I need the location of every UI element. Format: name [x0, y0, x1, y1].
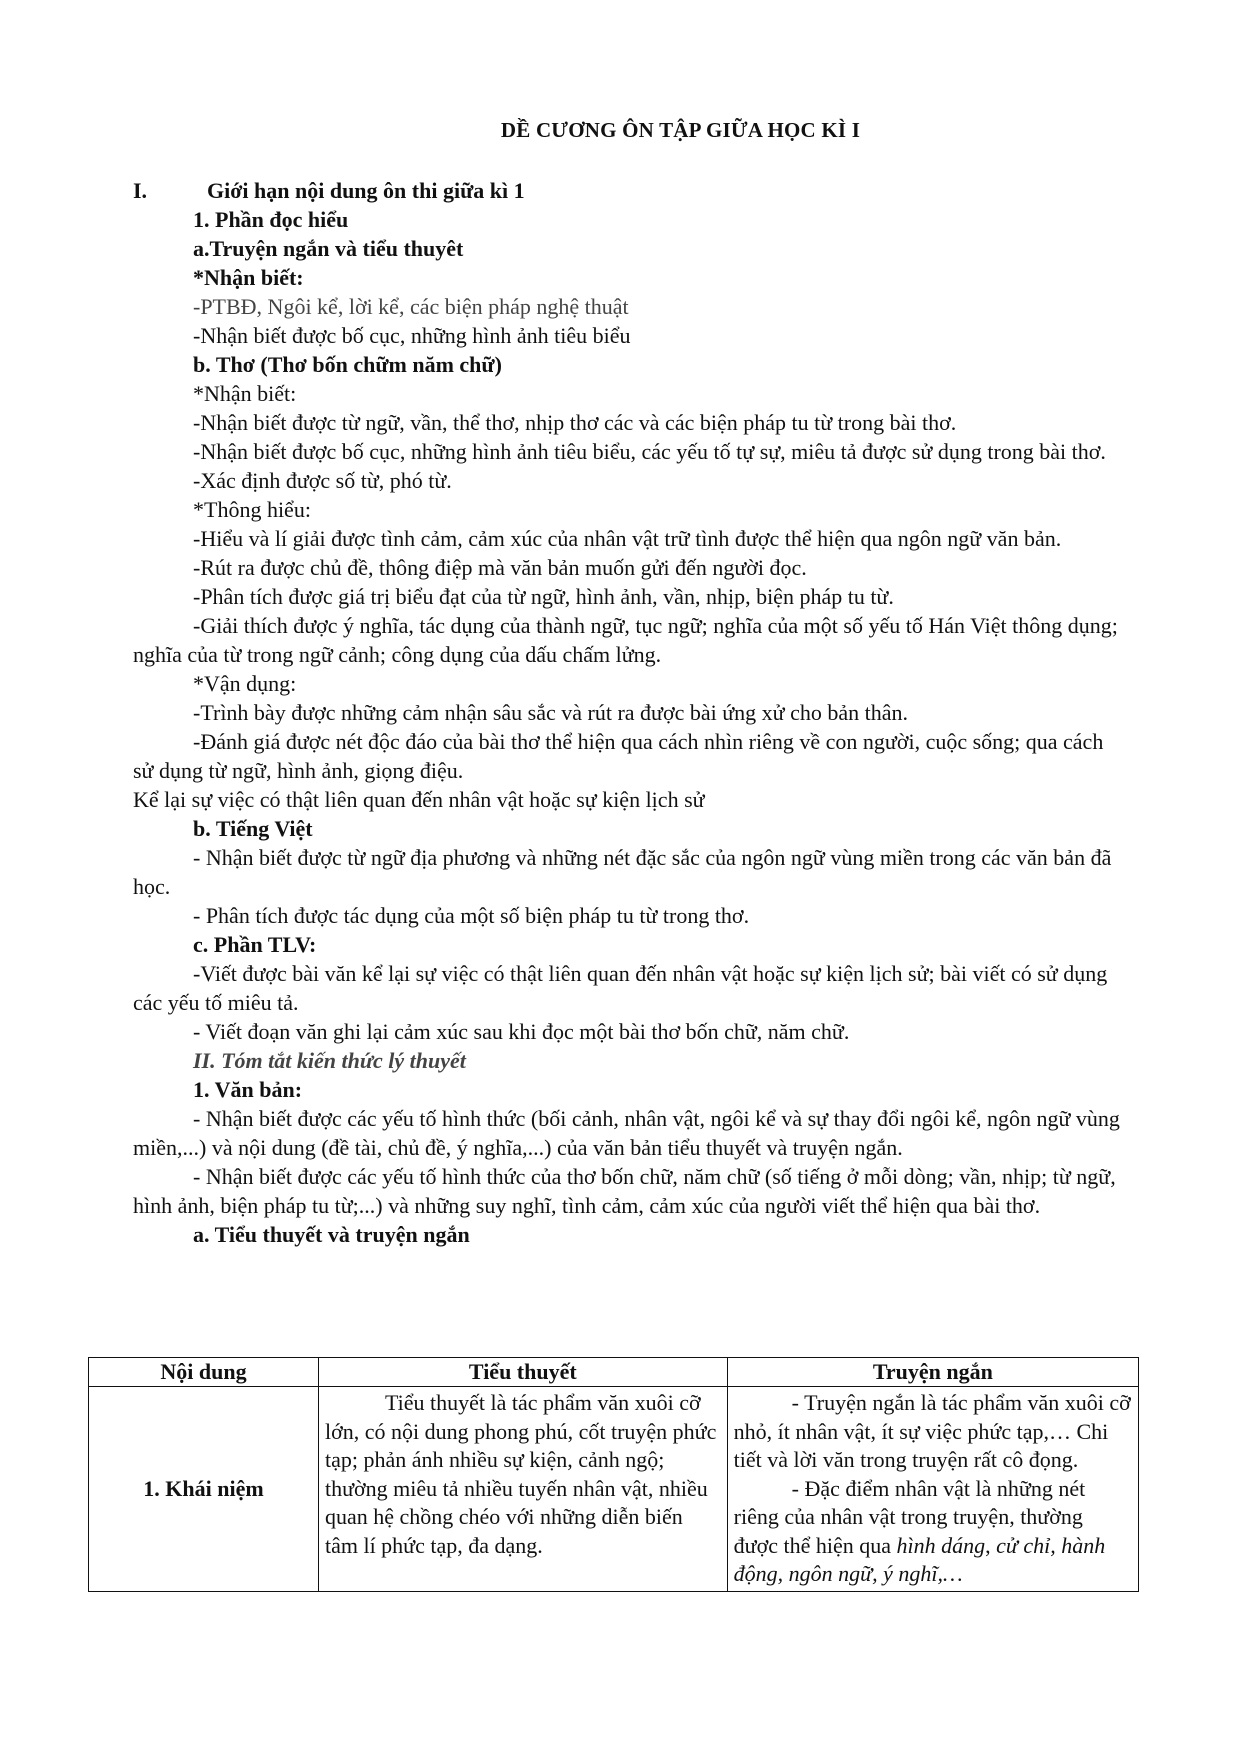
text-paragraph: -Nhận biết được bố cục, những hình ảnh tiêu biểu, các yếu tố tự sự, miêu tả được sử dụng trong bài thơ.	[193, 439, 1106, 464]
table-header-row	[89, 1358, 1139, 1387]
subheading: a. Tiểu thuyết và truyện ngắn	[193, 1222, 470, 1247]
table-cell	[727, 1387, 1138, 1592]
subheading: b. Tiếng Việt	[193, 816, 313, 841]
text-paragraph: - Nhận biết được các yếu tố hình thức (bối cảnh, nhân vật, ngôi kể và sự thay đổi ngôi kể, ngôn ngữ vùng miền,...) và nội dung (đề tài, chủ đề, ý nghĩa,...) của văn bản tiểu thuyết và truyện ngắn.	[133, 1106, 1120, 1160]
text-line: - Phân tích được tác dụng của một số biện pháp tu từ trong thơ.	[193, 903, 750, 928]
section-title: Giới hạn nội dung ôn thi giữa kì 1	[207, 178, 525, 203]
column-header: Tiểu thuyết	[318, 1358, 727, 1387]
text-line: -Phân tích được giá trị biểu đạt của từ ngữ, hình ảnh, vần, nhịp, biện pháp tu từ.	[193, 584, 894, 609]
table-cell	[318, 1387, 727, 1592]
document-title: DỀ CƯƠNG ÔN TẬP GIỮA HỌC KÌ I	[500, 118, 861, 142]
subheading: *Nhận biết:	[193, 265, 304, 290]
text-line: -Nhận biết được bố cục, những hình ảnh tiêu biểu	[193, 323, 631, 348]
table-row	[89, 1387, 1139, 1592]
text-paragraph: - Nhận biết được từ ngữ địa phương và những nét đặc sắc của ngôn ngữ vùng miền trong các văn bản đã học.	[133, 845, 1112, 899]
row-label: 1. Khái niệm	[89, 1387, 319, 1592]
text-line: *Nhận biết:	[193, 381, 297, 406]
subheading: c. Phần TLV:	[193, 932, 317, 957]
cell-text: Tiểu thuyết là tác phẩm văn xuôi cỡ lớn, có nội dung phong phú, cốt truyện phức tạp; phản ánh nhiều sự kiện, cảnh ngộ; thường miêu tả nhiều tuyến nhân vật, nhiều quan hệ chồng chéo với những diễn biến tâm lí phức tạp, đa dạng.	[324, 1390, 717, 1558]
text-paragraph: -Đánh giá được nét độc đáo của bài thơ thể hiện qua cách nhìn riêng về con người, cuộc sống; qua cách sử dụng từ ngữ, hình ảnh, giọng điệu.	[133, 729, 1104, 783]
subheading: 1. Văn bản:	[193, 1077, 303, 1102]
text-line: -Xác định được số từ, phó từ.	[193, 468, 452, 493]
cell-text-segment: cử chỉ, hành động, ngôn ngữ, ý nghĩ,…	[733, 1532, 1106, 1586]
column-header: Truyện ngắn	[727, 1358, 1138, 1387]
cell-text-segment: - Đặc điểm nhân vật là những nét riêng của nhân vật trong truyện, thường được thể hiện qua	[733, 1475, 1086, 1558]
text-paragraph: - Nhận biết được các yếu tố hình thức của thơ bốn chữ, năm chữ (số tiếng ở mỗi dòng; vần, nhịp; từ ngữ, hình ảnh, biện pháp tu từ;...) và những suy nghĩ, tình cảm, cảm xúc của người viết thể hiện qua bài thơ.	[133, 1164, 1116, 1218]
text-line: *Thông hiểu:	[193, 497, 311, 522]
section-number: I.	[133, 178, 148, 203]
comparison-table	[88, 1357, 1139, 1592]
cell-text-segment: hình dáng	[896, 1532, 986, 1558]
text-paragraph: -Viết được bài văn kể lại sự việc có thật liên quan đến nhân vật hoặc sự kiện lịch sử; bài viết có sử dụng các yếu tố miêu tả.	[133, 961, 1108, 1015]
cell-text: - Truyện ngắn là tác phẩm văn xuôi cỡ nhỏ, ít nhân vật, ít sự việc phức tạp,… Chi tiết và lời văn trong truyện rất cô đọng.	[733, 1390, 1131, 1472]
text-paragraph: -Giải thích được ý nghĩa, tác dụng của thành ngữ, tục ngữ; nghĩa của một số yếu tố Hán Việt thông dụng; nghĩa của từ trong ngữ cảnh; công dụng của dấu chấm lửng.	[133, 613, 1118, 667]
cell-text-segment: ,	[985, 1532, 997, 1558]
section-heading-1	[133, 176, 1128, 205]
text-line: -Rút ra được chủ đề, thông điệp mà văn bản muốn gửi đến người đọc.	[193, 555, 807, 580]
text-line: -PTBĐ, Ngôi kể, lời kể, các biện pháp nghệ thuật	[193, 294, 629, 319]
section-heading-2: II. Tóm tắt kiến thức lý thuyết	[193, 1048, 466, 1073]
subheading: a.Truyện ngắn và tiểu thuyêt	[193, 236, 464, 261]
document-body	[133, 176, 1128, 1249]
text-line: *Vận dụng:	[193, 671, 297, 696]
text-line: -Trình bày được những cảm nhận sâu sắc và rút ra được bài ứng xử cho bản thân.	[193, 700, 909, 725]
subheading: b. Thơ (Thơ bốn chữm năm chữ)	[193, 352, 502, 377]
cell-text	[734, 1475, 1132, 1589]
text-paragraph: -Hiểu và lí giải được tình cảm, cảm xúc của nhân vật trữ tình được thể hiện qua ngôn ngữ văn bản.	[193, 526, 1062, 551]
column-header: Nội dung	[89, 1358, 319, 1387]
text-line: -Nhận biết được từ ngữ, vần, thể thơ, nhịp thơ các và các biện pháp tu từ trong bài thơ.	[193, 410, 957, 435]
text-line: - Viết đoạn văn ghi lại cảm xúc sau khi đọc một bài thơ bốn chữ, năm chữ.	[193, 1019, 850, 1044]
subheading: 1. Phần đọc hiểu	[193, 207, 349, 232]
text-line: Kể lại sự việc có thật liên quan đến nhân vật hoặc sự kiện lịch sử	[133, 787, 705, 812]
